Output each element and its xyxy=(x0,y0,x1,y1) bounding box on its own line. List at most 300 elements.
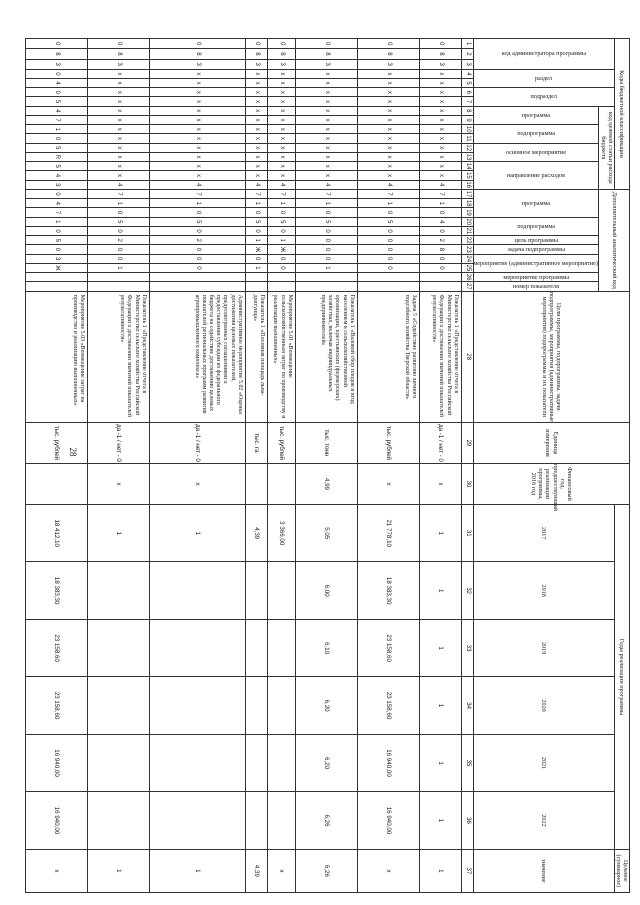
fin-year-cell: х xyxy=(419,463,461,504)
code-cell: 0 xyxy=(149,263,245,272)
column-number: 32 xyxy=(461,562,473,619)
code-cell: 1 xyxy=(419,199,461,208)
code-cell: 4 xyxy=(245,180,267,189)
year-2020-header: 2020 xyxy=(473,677,614,734)
code-cell: х xyxy=(295,69,357,78)
code-cell: х xyxy=(87,143,149,152)
code-cell: 4 xyxy=(419,180,461,189)
unit-cell: тыс. тонн xyxy=(295,422,357,463)
column-number: 8 xyxy=(461,106,473,115)
podprogramma-header: подпрограмма xyxy=(473,125,599,143)
year-2021-cell: 16 940,00 xyxy=(357,734,419,791)
target-article-header: код целевой статьи расхода бюджета xyxy=(599,106,614,189)
code-cell: 1 xyxy=(267,199,295,208)
row-description: Показатель 1 «Валовой сбор плодов и ягод населением в сельскохозяйственной организации, крестьянских (фермерских) хозяйствах, включая индивидуальных предпринимателей» xyxy=(295,291,357,422)
page-number: 28 xyxy=(68,447,78,457)
code-cell: х xyxy=(149,106,245,115)
code-cell xyxy=(245,273,267,282)
fin-year-cell xyxy=(25,463,87,504)
code-cell: 3 xyxy=(87,59,149,69)
code-cell: х xyxy=(149,97,245,106)
code-cell: 1 xyxy=(25,125,87,134)
code-cell: Ж xyxy=(267,245,295,254)
code-cell: 0 xyxy=(295,208,357,217)
code-cell: х xyxy=(267,162,295,171)
column-number: 30 xyxy=(461,463,473,504)
code-cell: 4 xyxy=(357,180,419,189)
code-cell: Ж xyxy=(245,245,267,254)
code-cell: х xyxy=(149,134,245,143)
year-2020-cell: 6,20 xyxy=(295,677,357,734)
code-cell: 0 xyxy=(357,208,419,217)
year-2020-cell xyxy=(245,677,267,734)
osnovnoe-meropriyatie-header: основное мероприятие xyxy=(473,143,599,161)
code-cell: х xyxy=(149,69,245,78)
code-cell: х xyxy=(357,125,419,134)
code-cell xyxy=(267,282,295,291)
target-value-cell: 4,39 xyxy=(245,849,267,892)
code-cell: 4 xyxy=(419,217,461,226)
year-2018-cell: 1 xyxy=(419,562,461,619)
code-cell: 2 xyxy=(87,236,149,245)
target-value-header: значение xyxy=(473,849,614,892)
code-cell: х xyxy=(87,97,149,106)
code-cell: х xyxy=(87,125,149,134)
code-cell xyxy=(419,273,461,282)
code-cell: 1 xyxy=(245,199,267,208)
code-cell: х xyxy=(267,115,295,124)
year-2021-cell xyxy=(87,734,149,791)
year-2019-header: 2019 xyxy=(473,619,614,676)
code-cell: 3 xyxy=(357,59,419,69)
column-number: 19 xyxy=(461,208,473,217)
target-value-cell: х xyxy=(357,849,419,892)
unit-cell: тыс. рублей xyxy=(357,422,419,463)
code-cell: 7 xyxy=(87,189,149,198)
code-cell: 8 xyxy=(357,49,419,59)
code-cell xyxy=(419,282,461,291)
code-cell: х xyxy=(357,152,419,161)
code-cell: 1 xyxy=(295,199,357,208)
admin-code-header: код администратора программы xyxy=(473,39,614,70)
year-2017-cell: 21 778,10 xyxy=(357,505,419,562)
code-cell: х xyxy=(419,106,461,115)
code-cell: 8 xyxy=(25,49,87,59)
code-cell xyxy=(25,282,87,291)
code-cell xyxy=(87,282,149,291)
goals-column-header: Цели программы, подпрограммы, задачи подпрограммы, мероприятия (административные мероприятия) подпрограммы и их показатели xyxy=(473,291,629,422)
code-cell: х xyxy=(245,106,267,115)
code-cell: 8 xyxy=(87,49,149,59)
column-number: 23 xyxy=(461,245,473,254)
code-cell: х xyxy=(149,115,245,124)
code-cell: 0 xyxy=(149,226,245,235)
unit-column-header: Единица измерения xyxy=(473,422,629,463)
code-cell: х xyxy=(149,125,245,134)
code-cell: х xyxy=(87,78,149,87)
code-cell: 0 xyxy=(295,39,357,49)
code-cell: х xyxy=(295,162,357,171)
code-cell: 5 xyxy=(295,217,357,226)
code-cell: 0 xyxy=(419,39,461,49)
code-cell: 7 xyxy=(267,189,295,198)
code-cell: 0 xyxy=(245,208,267,217)
add-meropr-prog-header: мероприятие программы xyxy=(473,273,599,282)
code-cell: 5 xyxy=(357,217,419,226)
table-row xyxy=(267,39,295,893)
code-cell: х xyxy=(245,143,267,152)
code-cell: 3 xyxy=(25,180,87,189)
code-cell: 0 xyxy=(295,254,357,263)
year-2021-cell xyxy=(267,734,295,791)
code-cell: 4 xyxy=(25,199,87,208)
code-cell: 0 xyxy=(149,254,245,263)
column-number: 33 xyxy=(461,619,473,676)
add-cel-header: цель программы xyxy=(473,236,599,245)
add-podprogramma-header: подпрограмма xyxy=(473,217,599,235)
row-description: Показатель 1 «Представление отчета в Министерство сельского хозяйства Российской Федерации о достижении значений показателей результативности» xyxy=(419,291,461,422)
code-cell: 5 xyxy=(25,236,87,245)
target-value-cell: х xyxy=(267,849,295,892)
column-number: 13 xyxy=(461,152,473,161)
code-cell: 4 xyxy=(25,106,87,115)
year-2019-cell: 23 158,60 xyxy=(357,619,419,676)
code-cell: 0 xyxy=(357,263,419,272)
code-cell: х xyxy=(87,88,149,97)
code-cell: 0 xyxy=(25,88,87,97)
code-cell: 7 xyxy=(245,189,267,198)
code-cell: 0 xyxy=(267,226,295,235)
code-cell: х xyxy=(295,78,357,87)
column-number: 29 xyxy=(461,422,473,463)
code-cell: х xyxy=(245,162,267,171)
code-cell: х xyxy=(419,88,461,97)
column-number: 20 xyxy=(461,217,473,226)
column-number: 16 xyxy=(461,180,473,189)
year-2019-cell xyxy=(149,619,245,676)
code-cell: 5 xyxy=(87,217,149,226)
code-cell: х xyxy=(357,115,419,124)
code-cell: х xyxy=(267,78,295,87)
year-2017-cell: 5,05 xyxy=(295,505,357,562)
code-cell xyxy=(149,282,245,291)
code-cell: 0 xyxy=(87,208,149,217)
code-cell: 0 xyxy=(357,236,419,245)
year-2022-cell: 6,26 xyxy=(295,792,357,849)
code-cell: 1 xyxy=(149,199,245,208)
code-cell: 5 xyxy=(25,162,87,171)
column-number: 27 xyxy=(461,282,473,291)
code-cell: х xyxy=(357,162,419,171)
code-cell: х xyxy=(419,152,461,161)
column-number: 7 xyxy=(461,97,473,106)
napravlenie-raskhodov-header: направление расходов xyxy=(473,162,599,190)
code-cell: 1 xyxy=(87,199,149,208)
column-number: 11 xyxy=(461,134,473,143)
code-cell: 7 xyxy=(25,115,87,124)
year-2017-cell: 1 xyxy=(149,505,245,562)
code-cell: х xyxy=(149,171,245,180)
table-row xyxy=(245,39,267,893)
code-cell: х xyxy=(87,162,149,171)
code-cell: х xyxy=(295,143,357,152)
code-cell: х xyxy=(267,125,295,134)
code-cell xyxy=(245,282,267,291)
column-number: 22 xyxy=(461,236,473,245)
column-number: 12 xyxy=(461,143,473,152)
year-2017-cell: 18 412,10 xyxy=(25,505,87,562)
year-2018-header: 2018 xyxy=(473,562,614,619)
code-cell xyxy=(267,273,295,282)
year-2021-cell: 6,20 xyxy=(295,734,357,791)
additional-code-header: Дополнительный аналитический код xyxy=(599,189,630,291)
year-2022-cell xyxy=(267,792,295,849)
fin-year-cell: 4,99 xyxy=(295,463,357,504)
code-cell: 0 xyxy=(295,245,357,254)
target-value-cell: 1 xyxy=(87,849,149,892)
code-cell: х xyxy=(357,88,419,97)
code-cell: 0 xyxy=(87,39,149,49)
code-cell: 0 xyxy=(25,134,87,143)
row-description: Показатель 1 «Посевная площадь льна-долгунца» xyxy=(245,291,267,422)
code-cell: 0 xyxy=(267,208,295,217)
year-2022-cell xyxy=(245,792,267,849)
column-number: 31 xyxy=(461,505,473,562)
year-2022-header: 2022 xyxy=(473,792,614,849)
code-cell: 0 xyxy=(25,245,87,254)
table-row xyxy=(295,39,357,893)
fin-year-cell: х xyxy=(357,463,419,504)
code-cell: 4 xyxy=(267,180,295,189)
table-row xyxy=(149,39,245,893)
code-cell: 0 xyxy=(295,236,357,245)
target-group-header: Целевое (суммарное) xyxy=(614,849,629,892)
year-2018-cell: 18 383,30 xyxy=(25,562,87,619)
code-cell: х xyxy=(245,115,267,124)
code-cell: х xyxy=(245,97,267,106)
target-value-cell: 1 xyxy=(419,849,461,892)
table-row xyxy=(25,39,87,893)
code-cell: 0 xyxy=(419,263,461,272)
column-number: 24 xyxy=(461,254,473,263)
year-2018-cell xyxy=(149,562,245,619)
year-2020-cell xyxy=(149,677,245,734)
year-2022-cell: 1 xyxy=(419,792,461,849)
code-cell: 7 xyxy=(149,189,245,198)
code-cell: х xyxy=(267,171,295,180)
code-cell: х xyxy=(295,106,357,115)
code-cell: 3 xyxy=(25,59,87,69)
year-2018-cell: 6,00 xyxy=(295,562,357,619)
unit-cell: тыс. га xyxy=(245,422,267,463)
code-cell: х xyxy=(87,152,149,161)
year-2020-cell: 1 xyxy=(419,677,461,734)
year-2017-cell: 1 xyxy=(419,505,461,562)
code-cell xyxy=(357,282,419,291)
code-cell: х xyxy=(149,143,245,152)
unit-cell: да -1 / нет - 0 xyxy=(149,422,245,463)
code-cell: 0 xyxy=(419,254,461,263)
code-cell: 0 xyxy=(25,39,87,49)
code-cell: х xyxy=(267,152,295,161)
row-description: Мероприятие 5.01 «Возмещение сельскохозяйственным затрат по производству и реализации выполненных» xyxy=(267,291,295,422)
code-cell: 1 xyxy=(25,217,87,226)
code-cell: 0 xyxy=(419,208,461,217)
row-description: Мероприятие 5.03 «Возмещение затрат на производство и реализацию выполненных» xyxy=(25,291,87,422)
code-cell: 1 xyxy=(295,263,357,272)
code-cell: 2 xyxy=(149,236,245,245)
year-2020-cell xyxy=(87,677,149,734)
code-cell: х xyxy=(87,115,149,124)
code-cell: 8 xyxy=(419,49,461,59)
column-number: 37 xyxy=(461,849,473,892)
unit-cell: да -1 / нет - 0 xyxy=(87,422,149,463)
row-description: Административное мероприятие 5.02 «Оценка достижения целевых показателей, предусмотренных соглашениями о предоставлении субсидии из федерального бюджета на содействие достижению целевых показателей региональных программ развития агропромышленного комплекса» xyxy=(149,291,245,422)
code-cell: 4 xyxy=(87,180,149,189)
column-number: 2 xyxy=(461,49,473,59)
code-cell: 5 xyxy=(267,217,295,226)
column-number: 34 xyxy=(461,677,473,734)
fin-year-cell: х xyxy=(149,463,245,504)
code-cell: х xyxy=(419,78,461,87)
code-cell: 0 xyxy=(87,226,149,235)
unit-cell: тыс. рублей xyxy=(25,422,87,463)
year-2021-cell: 1 xyxy=(419,734,461,791)
year-2021-cell: 16 940,00 xyxy=(25,734,87,791)
code-cell: х xyxy=(419,125,461,134)
code-cell: 0 xyxy=(25,69,87,78)
code-cell: 7 xyxy=(357,189,419,198)
code-cell: 8 xyxy=(245,49,267,59)
program-table xyxy=(52,38,630,893)
code-cell: 1 xyxy=(245,236,267,245)
years-group-header: Годы реализации программы xyxy=(614,505,629,850)
code-cell: 0 xyxy=(149,39,245,49)
table-row xyxy=(87,39,149,893)
code-cell: 0 xyxy=(245,39,267,49)
code-cell: х xyxy=(295,134,357,143)
code-cell: 3 xyxy=(245,59,267,69)
code-cell: х xyxy=(419,97,461,106)
column-number: 5 xyxy=(461,78,473,87)
code-cell xyxy=(149,273,245,282)
code-cell: 1 xyxy=(357,199,419,208)
fin-year-column-header: Финансовый год, предшествующий реализации программы, 2016 год xyxy=(473,463,629,504)
year-2021-cell xyxy=(245,734,267,791)
column-number: 17 xyxy=(461,189,473,198)
code-cell: х xyxy=(419,115,461,124)
code-cell: 8 xyxy=(295,49,357,59)
column-number: 6 xyxy=(461,88,473,97)
code-cell: 3 xyxy=(25,254,87,263)
code-cell: х xyxy=(267,134,295,143)
column-number-row xyxy=(461,39,473,893)
code-cell: 3 xyxy=(149,59,245,69)
column-number: 35 xyxy=(461,734,473,791)
code-cell: х xyxy=(149,88,245,97)
year-2019-cell xyxy=(267,619,295,676)
year-2017-header: 2017 xyxy=(473,505,614,562)
code-cell: х xyxy=(267,106,295,115)
year-2018-cell: 18 383,30 xyxy=(357,562,419,619)
year-2020-cell: 23 158,60 xyxy=(25,677,87,734)
column-number: 4 xyxy=(461,69,473,78)
code-cell: 0 xyxy=(25,226,87,235)
add-programma-header: программа xyxy=(473,189,599,217)
year-2017-cell: 4,39 xyxy=(245,505,267,562)
year-2018-cell xyxy=(87,562,149,619)
code-cell: х xyxy=(245,69,267,78)
code-cell: 0 xyxy=(149,208,245,217)
row-description: Задача 5 «Содействие развитию личного подсобного хозяйства Тверской области» xyxy=(357,291,419,422)
code-cell xyxy=(357,273,419,282)
target-value-cell: 6,26 xyxy=(295,849,357,892)
code-cell: 5 xyxy=(25,97,87,106)
code-cell: 1 xyxy=(267,236,295,245)
code-cell: х xyxy=(267,88,295,97)
code-cell xyxy=(295,273,357,282)
code-cell: 2 xyxy=(419,236,461,245)
year-2019-cell: 1 xyxy=(419,619,461,676)
year-2019-cell: 23 158,60 xyxy=(25,619,87,676)
code-cell: х xyxy=(357,106,419,115)
code-cell: 0 xyxy=(357,226,419,235)
year-2019-cell xyxy=(245,619,267,676)
code-cell: 5 xyxy=(245,217,267,226)
code-cell: х xyxy=(419,162,461,171)
code-cell: 0 xyxy=(357,39,419,49)
code-cell: х xyxy=(87,69,149,78)
column-number: 18 xyxy=(461,199,473,208)
code-cell: х xyxy=(245,152,267,161)
code-cell: R xyxy=(25,152,87,161)
code-cell: х xyxy=(267,97,295,106)
code-cell: 4 xyxy=(25,78,87,87)
year-2018-cell xyxy=(245,562,267,619)
code-cell: 3 xyxy=(419,59,461,69)
code-cell: х xyxy=(245,78,267,87)
year-2019-cell: 6,10 xyxy=(295,619,357,676)
code-cell xyxy=(87,273,149,282)
year-2017-cell: 3 366,00 xyxy=(267,505,295,562)
code-cell: х xyxy=(245,171,267,180)
column-number: 21 xyxy=(461,226,473,235)
code-cell: 0 xyxy=(267,254,295,263)
code-cell: 0 xyxy=(87,245,149,254)
code-cell: 7 xyxy=(25,208,87,217)
code-cell: 0 xyxy=(267,263,295,272)
code-cell xyxy=(295,282,357,291)
code-cell: х xyxy=(419,69,461,78)
year-2022-cell xyxy=(87,792,149,849)
code-cell: 0 xyxy=(245,254,267,263)
column-number: 15 xyxy=(461,171,473,180)
code-cell: 8 xyxy=(149,49,245,59)
code-cell: 0 xyxy=(87,254,149,263)
row-description: Показатель 1 «Представление отчета в Министерство сельского хозяйства Российской Федерации о достижении значений показателей результативности» xyxy=(87,291,149,422)
code-cell: 0 xyxy=(267,39,295,49)
code-cell: 8 xyxy=(419,245,461,254)
fin-year-cell xyxy=(267,463,295,504)
code-cell: х xyxy=(357,78,419,87)
code-cell: х xyxy=(295,88,357,97)
column-number: 14 xyxy=(461,162,473,171)
razdel-header: раздел xyxy=(473,69,614,87)
code-cell: х xyxy=(295,171,357,180)
code-cell: Ж xyxy=(25,263,87,272)
code-cell: х xyxy=(419,143,461,152)
table-frame xyxy=(52,38,630,893)
